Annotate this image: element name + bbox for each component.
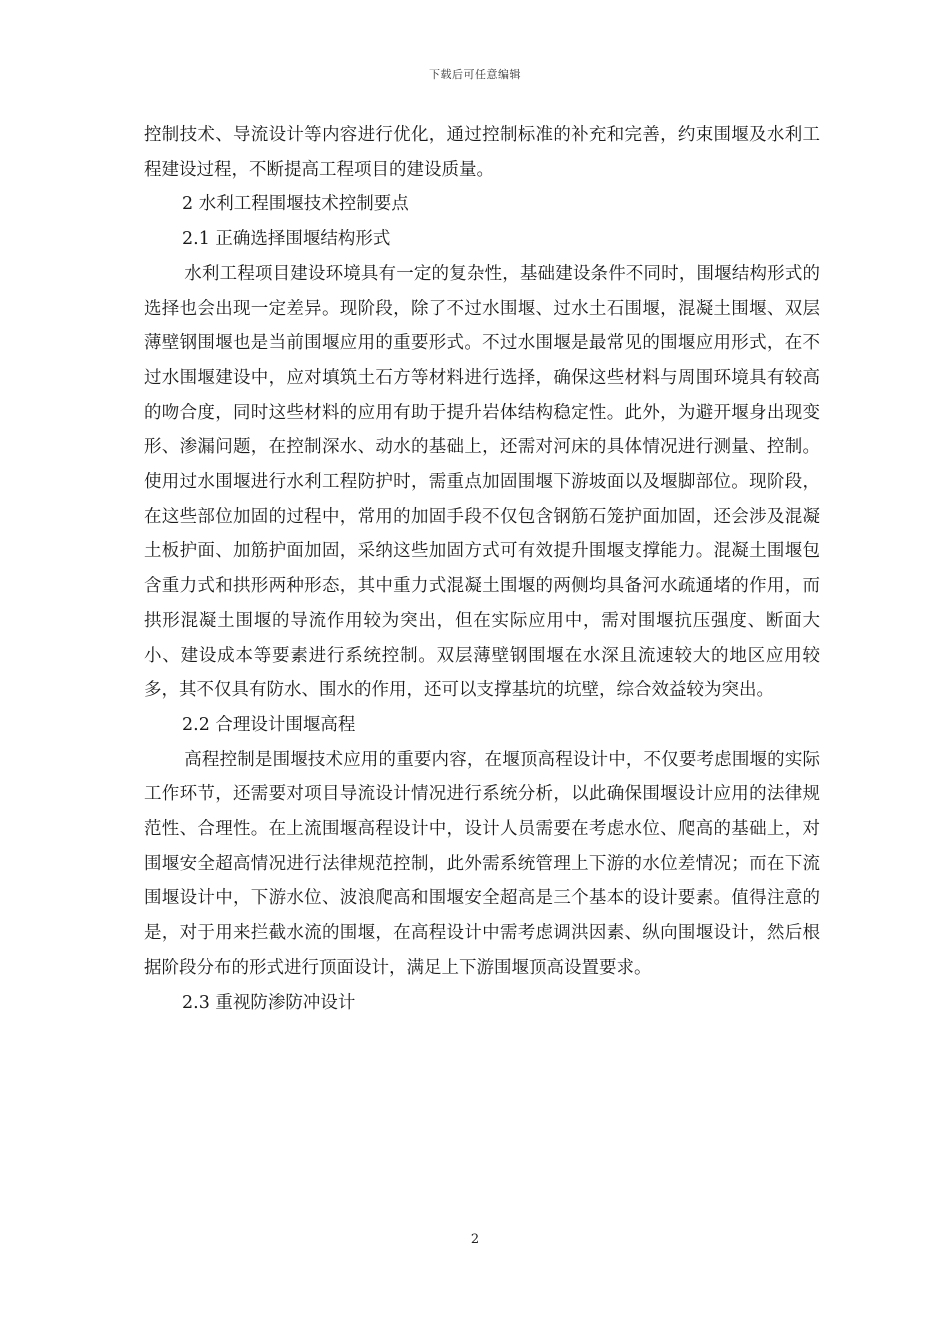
section-heading-2: 2 水利工程围堰技术控制要点 — [182, 194, 409, 215]
subsection-heading-2-2: 2.2 合理设计围堰高程 — [182, 714, 356, 735]
document-body — [144, 118, 820, 1020]
paragraph-structure-selection: 水利工程项目建设环境具有一定的复杂性，基础建设条件不同时，围堰结构形式的选择也会出现一定差异。现阶段，除了不过水围堰、过水土石围堰，混凝土围堰、双层薄壁钢围堰也是当前围堰应用的重要形式。不过水围堰是最常见的围堰应用形式，在不过水围堰建设中，应对填筑土石方等材料进行选择，确保这些材料与周围环境具有较高的吻合度，同时这些材料的应用有助于提升岩体结构稳定性。此外，为避开堰身出现变形、渗漏问题，在控制深水、动水的基础上，还需对河床的具体情况进行测量、控制。使用过水围堰进行水利工程防护时，需重点加固围堰下游坡面以及堰脚部位。现阶段，在这些部位加固的过程中，常用的加固手段不仅包含钢筋石笼护面加固，还会涉及混凝土板护面、加筋护面加固，采纳这些加固方式可有效提升围堰支撑能力。混凝土围堰包含重力式和拱形两种形态，其中重力式混凝土围堰的两侧均具备河水疏通堵的作用，而拱形混凝土围堰的导流作用较为突出，但在实际应用中，需对围堰抗压强度、断面大小、建设成本等要素进行系统控制。双层薄壁钢围堰在水深且流速较大的地区应用较多，其不仅具有防水、围水的作用，还可以支撑基坑的坑壁，综合效益较为突出。 — [144, 263, 820, 701]
subsection-heading-2-3: 2.3 重视防渗防冲设计 — [182, 992, 356, 1013]
paragraph-elevation-design: 高程控制是围堰技术应用的重要内容，在堰顶高程设计中，不仅要考虑围堰的实际工作环节，还需要对项目导流设计情况进行系统分析，以此确保围堰设计应用的法律规范性、合理性。在上流围堰高程设计中，设计人员需要在考虑水位、爬高的基础上，对围堰安全超高情况进行法律规范控制，此外需系统管理上下游的水位差情况；而在下流围堰设计中，下游水位、波浪爬高和围堰安全超高是三个基本的设计要素。值得注意的是，对于用来拦截水流的围堰，在高程设计中需考虑调洪因素、纵向围堰设计，然后根据阶段分布的形式进行顶面设计，满足上下游围堰顶高设置要求。 — [144, 749, 820, 978]
page-number: 2 — [470, 1232, 480, 1247]
paragraph-intro-continuation: 控制技术、导流设计等内容进行优化，通过控制标准的补充和完善，约束围堰及水利工程建设过程，不断提高工程项目的建设质量。 — [144, 125, 820, 180]
subsection-heading-2-1: 2.1 正确选择围堰结构形式 — [182, 229, 391, 250]
page-header: 下载后可任意编辑 — [429, 68, 521, 81]
